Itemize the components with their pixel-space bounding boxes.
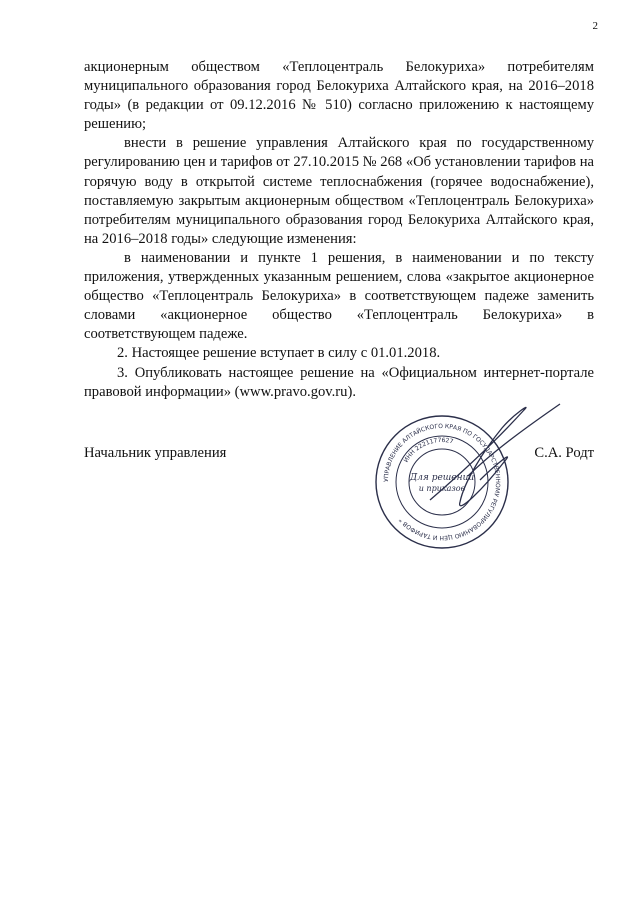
paragraph-replacement: в наименовании и пункте 1 решения, в наименовании и по тексту приложения, утвержденных указанным решением, слова «закрытое акционерное общество «Теплоцентраль Белокуриха» в соответствующем падеже заменить словами «акционерное общество «Теплоцентраль Белокуриха» в соответствующем падеже. bbox=[84, 249, 594, 343]
paragraph-publication: 3. Опубликовать настоящее решение на «Официальном интернет-портале правовой информации» (www.pravo.gov.ru). bbox=[84, 364, 594, 400]
stamp-center-line1: Для решений bbox=[409, 473, 475, 483]
signatory-name: С.А. Родт bbox=[534, 445, 594, 461]
stamp-outer-text: УПРАВЛЕНИЕ АЛТАЙСКОГО КРАЯ ПО ГОСУДАРСТВЕННОМУ РЕГУЛИРОВАНИЮ ЦЕН И ТАРИФОВ * bbox=[382, 422, 502, 542]
page-number: 2 bbox=[592, 20, 598, 32]
official-stamp bbox=[364, 392, 604, 592]
paragraph-amendment: внести в решение управления Алтайского края по государственному регулированию цен и тарифов от 27.10.2015 № 268 «Об установлении тарифов на горячую воду в открытой системе теплоснабжения (горячее водоснабжение), поставляемую закрытым акционерным обществом «Теплоцентраль Белокуриха» потребителям муниципального образования город Белокуриха Алтайского края, на 2016–2018 годы» следующие изменения: bbox=[84, 135, 594, 247]
paragraph-continuation: акционерным обществом «Теплоцентраль Белокуриха» потребителям муниципального образования город Белокуриха Алтайского края, на 2016–2018 годы» (в редакции от 09.12.2016 № 510) согласно приложению к настоящему решению; bbox=[84, 59, 594, 133]
paragraph-effective-date: 2. Настоящее решение вступает в силу с 01.01.2018. bbox=[117, 345, 441, 362]
document-body bbox=[84, 58, 594, 402]
signatory-position: Начальник управления bbox=[84, 445, 227, 461]
stamp-inn-text: ИНН 2221177627 bbox=[402, 436, 454, 464]
stamp-center-line2: и приказов bbox=[418, 484, 466, 493]
